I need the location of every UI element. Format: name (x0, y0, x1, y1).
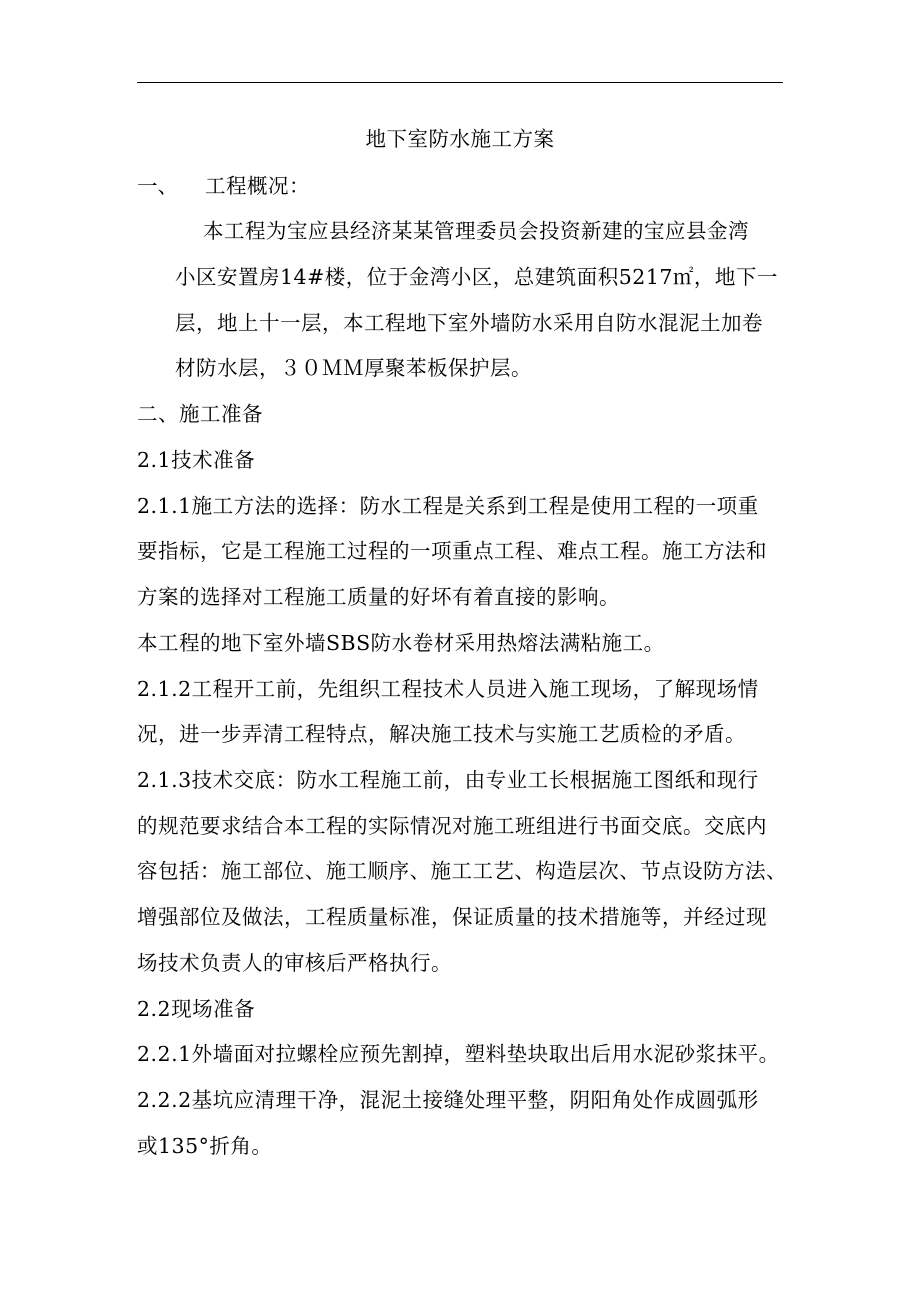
paragraph-line: 增强部位及做法，工程质量标准，保证质量的技术措施等，并经过现 (137, 905, 767, 929)
subsection-heading: 2.2现场准备 (137, 997, 256, 1021)
section-heading: 二、施工准备 (137, 402, 263, 426)
paragraph-line: 要指标，它是工程施工过程的一项重点工程、难点工程。施工方法和 (137, 539, 767, 563)
paragraph-line: 层，地上十一层，本工程地下室外墙防水采用自防水混泥土加卷 (175, 311, 763, 335)
paragraph-line: 2.2.2基坑应清理干净，混泥土接缝处理平整，阴阳角处作成圆弧形 (137, 1088, 759, 1112)
paragraph-line: 容包括：施工部位、施工顺序、施工工艺、构造层次、节点设防方法、 (137, 859, 788, 883)
paragraph-line: 2.2.1外墙面对拉螺栓应预先割掉，塑料垫块取出后用水泥砂浆抹平。 (137, 1042, 780, 1066)
paragraph-line: 材防水层，３０ＭＭ厚聚苯板保护层。 (175, 356, 532, 380)
paragraph-line: 的规范要求结合本工程的实际情况对施工班组进行书面交底。交底内 (137, 814, 767, 838)
paragraph-line: 2.1.1施工方法的选择：防水工程是关系到工程是使用工程的一项重 (137, 494, 759, 518)
paragraph-line: 小区安置房14#楼，位于金湾小区，总建筑面积5217㎡，地下一 (175, 265, 778, 289)
paragraph-line: 或135°折角。 (137, 1134, 273, 1158)
subsection-heading: 2.1技术准备 (137, 448, 256, 472)
paragraph-line: 本工程的地下室外墙SBS防水卷材采用热熔法满粘施工。 (137, 631, 665, 655)
document-title: 地下室防水施工方案 (365, 127, 555, 151)
paragraph-line: 况，进一步弄清工程特点，解决施工技术与实施工艺质检的矛盾。 (137, 722, 746, 746)
header-rule (137, 82, 783, 83)
section-1-heading: 工程概况： (205, 174, 310, 198)
paragraph-line: 场技术负责人的审核后严格执行。 (137, 951, 452, 975)
paragraph-line: 2.1.2工程开工前，先组织工程技术人员进入施工现场，了解现场情 (137, 677, 759, 701)
paragraph-line: 本工程为宝应县经济某某管理委员会投资新建的宝应县金湾 (203, 219, 749, 243)
paragraph-line: 方案的选择对工程施工质量的好坏有着直接的影响。 (137, 585, 620, 609)
paragraph-line: 2.1.3技术交底：防水工程施工前，由专业工长根据施工图纸和现行 (137, 768, 759, 792)
section-1-number: 一、 (137, 174, 178, 198)
